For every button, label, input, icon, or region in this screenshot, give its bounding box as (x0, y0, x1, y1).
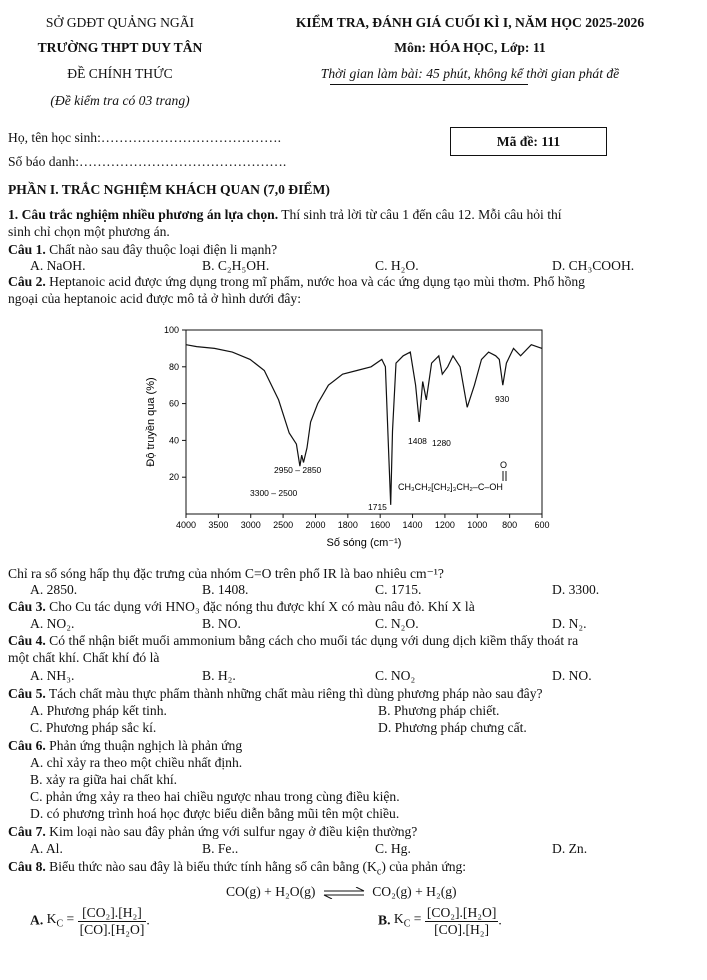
q5-option-c[interactable]: C. Phương pháp sắc kí. (30, 720, 157, 735)
exam-code-box: Mã đề: 111 (450, 127, 607, 156)
x-tick-label: 2500 (273, 520, 294, 530)
q8-reaction (226, 884, 457, 900)
spectrum-line (186, 345, 542, 505)
structural-formula: CH₃CH₂[CH₂]₃CH₂–C–OH (398, 482, 503, 492)
q8-b-fraction: $\frac{\text{[CO₂].[H₂O]}}{\text{[CO].[H₂]}}$ (426, 905, 497, 937)
x-tick-label: 800 (502, 520, 518, 530)
q4-option-c[interactable]: C. NO₂ (375, 668, 416, 683)
x-tick-label: 1800 (337, 520, 358, 530)
annotation-2950-2850: 2950 – 2850 (274, 465, 322, 475)
q2-option-b[interactable]: B. 1408. (202, 582, 249, 597)
part1-title: PHẦN I. TRẮC NGHIỆM KHÁCH QUAN (7,0 ĐIỂM) (8, 182, 330, 197)
q7-stem: Câu 7. Kim loại nào sau đây phản ứng với sulfur ngay ở điều kiện thường? (8, 824, 418, 839)
q4-option-a[interactable]: A. NH₃. (30, 668, 75, 683)
x-tick-label: 600 (534, 520, 550, 530)
x-tick-label: 3500 (208, 520, 229, 530)
equilibrium-arrow-icon (322, 887, 366, 899)
official-label: ĐỀ CHÍNH THỨC (67, 66, 173, 81)
q1-option-c[interactable]: C. H₂O. (375, 258, 419, 273)
q7-option-c[interactable]: C. Hg. (375, 841, 411, 856)
formula-oxygen: O (500, 460, 508, 470)
y-tick-label: 80 (168, 361, 179, 372)
y-tick-label: 20 (168, 472, 179, 483)
q3-option-c[interactable]: C. N₂O. (375, 616, 419, 631)
part1-intro: 1. Câu trắc nghiệm nhiều phương án lựa chọn. Thí sinh trả lời từ câu 1 đến câu 12. Mỗi câu hỏi thí (8, 207, 562, 222)
annotation-1715: 1715 (368, 502, 387, 512)
subject-label: Môn: HÓA HỌC, Lớp: 11 (394, 40, 546, 55)
y-tick-label: 100 (163, 325, 179, 335)
annotation-1280: 1280 (432, 438, 451, 448)
student-id-field: Số báo danh:………………………………………. (8, 154, 287, 169)
q1-option-d[interactable]: D. CH₃COOH. (552, 258, 635, 273)
y-tick-label: 60 (168, 398, 179, 409)
ir-spectrum-chart (140, 318, 560, 558)
y-tick-label: 40 (168, 435, 179, 446)
x-tick-label: 3000 (240, 520, 261, 530)
x-tick-label: 4000 (175, 520, 197, 530)
q2-option-a[interactable]: A. 2850. (30, 582, 78, 597)
q5-option-d[interactable]: D. Phương pháp chưng cất. (378, 720, 527, 735)
x-tick-label: 1000 (467, 520, 488, 530)
q4-stem-line2: một chất khí. Chất khí đó là (8, 650, 160, 665)
q7-option-a[interactable]: A. Al. (30, 841, 63, 856)
q8-stem: Câu 8. Biểu thức nào sau đây là biểu thức tính hằng số cân bằng $(K_c)$ của phản ứng: (8, 859, 467, 878)
reaction-reactants: CO(g) + H₂O(g) (226, 884, 316, 899)
exam-title: KIỂM TRA, ĐÁNH GIÁ CUỐI KÌ I, NĂM HỌC 2025-2026 (295, 15, 645, 30)
q5-option-b[interactable]: B. Phương pháp chiết. (378, 703, 500, 718)
q3-option-d[interactable]: D. N₂. (552, 616, 587, 631)
q6-option-c[interactable]: C. phản ứng xảy ra theo hai chiều ngược nhau trong cùng điều kiện. (30, 789, 400, 804)
q2-stem: Câu 2. Heptanoic acid được ứng dụng trong mĩ phẩm, nước hoa và các ứng dụng tạo mùi thơm. Phổ hồng (8, 274, 585, 289)
q4-option-b[interactable]: B. H₂. (202, 668, 236, 683)
pages-note: (Đề kiểm tra có 03 trang) (50, 93, 190, 108)
q2-option-d[interactable]: D. 3300. (552, 582, 600, 597)
q4-option-d[interactable]: D. NO. (552, 668, 592, 683)
q1-option-b[interactable]: B. C₂H₅OH. (202, 258, 270, 273)
q5-option-a[interactable]: A. Phương pháp kết tinh. (30, 703, 167, 718)
annotation-1408: 1408 (408, 436, 427, 446)
annotation-3300-2500: 3300 – 2500 (250, 488, 298, 498)
q8-option-a[interactable]: A. $K_C$ = $\frac{\text{[CO₂].[H₂]}}{\text{[CO].[H₂O]}}$ . (30, 905, 150, 937)
department-name: SỞ GDĐT QUẢNG NGÃI (45, 15, 195, 30)
part1-intro-line2: sinh chỉ chọn một phương án. (8, 224, 170, 239)
q8-option-b[interactable]: B. $K_C$ = $\frac{\text{[CO₂].[H₂O]}}{\text{[CO].[H₂]}}$ . (378, 905, 502, 937)
y-axis-label: Độ truyền qua (%) (145, 377, 157, 467)
reaction-products: CO₂(g) + H₂(g) (372, 884, 457, 899)
x-tick-label: 1600 (370, 520, 391, 530)
q1-stem: Câu 1. Chất nào sau đây thuộc loại điện li mạnh? (8, 242, 278, 257)
header-underline (330, 84, 528, 85)
q6-option-d[interactable]: D. có phương trình hoá học được biểu diễn bằng mũi tên một chiều. (30, 806, 400, 821)
x-tick-label: 1200 (434, 520, 455, 530)
q8-a-fraction: $\frac{\text{[CO₂].[H₂]}}{\text{[CO].[H₂O]}}$ (79, 905, 145, 937)
x-axis-label: Số sóng (cm⁻¹) (326, 537, 402, 549)
q3-option-a[interactable]: A. NO₂. (30, 616, 75, 631)
q2-stem-line2: ngoại của heptanoic acid được mô tả ở hình dưới đây: (8, 291, 301, 306)
annotation-930: 930 (495, 394, 510, 404)
q1-option-a[interactable]: A. NaOH. (30, 258, 86, 273)
q6-option-b[interactable]: B. xảy ra giữa hai chất khí. (30, 772, 178, 787)
q4-stem: Câu 4. Có thể nhận biết muối ammonium bằng cách cho muối tác dụng với dung dịch kiềm thấy thoát ra (8, 633, 579, 648)
q6-option-a[interactable]: A. chỉ xảy ra theo một chiều nhất định. (30, 755, 243, 770)
q3-stem: Câu 3. Cho Cu tác dụng với HNO₃ đặc nóng thu được khí X có màu nâu đỏ. Khí X là (8, 599, 475, 614)
q2-question: Chỉ ra số sóng hấp thụ đặc trưng của nhóm C=O trên phổ IR là bao nhiêu cm⁻¹? (8, 566, 444, 581)
q7-option-b[interactable]: B. Fe.. (202, 841, 239, 856)
q7-option-d[interactable]: D. Zn. (552, 841, 588, 856)
school-name: TRƯỜNG THPT DUY TÂN (37, 40, 203, 55)
q5-stem: Câu 5. Tách chất màu thực phẩm thành những chất màu riêng thì dùng phương pháp nào sau đây? (8, 686, 543, 701)
q2-option-c[interactable]: C. 1715. (375, 582, 422, 597)
q3-option-b[interactable]: B. NO. (202, 616, 241, 631)
x-tick-label: 2000 (305, 520, 326, 530)
x-tick-label: 1400 (402, 520, 423, 530)
duration-label: Thời gian làm bài: 45 phút, không kể thời gian phát đề (320, 66, 620, 81)
student-name-field: Họ, tên học sinh:…………………………………. (8, 130, 281, 145)
q6-stem: Câu 6. Phản ứng thuận nghịch là phản ứng (8, 738, 243, 753)
